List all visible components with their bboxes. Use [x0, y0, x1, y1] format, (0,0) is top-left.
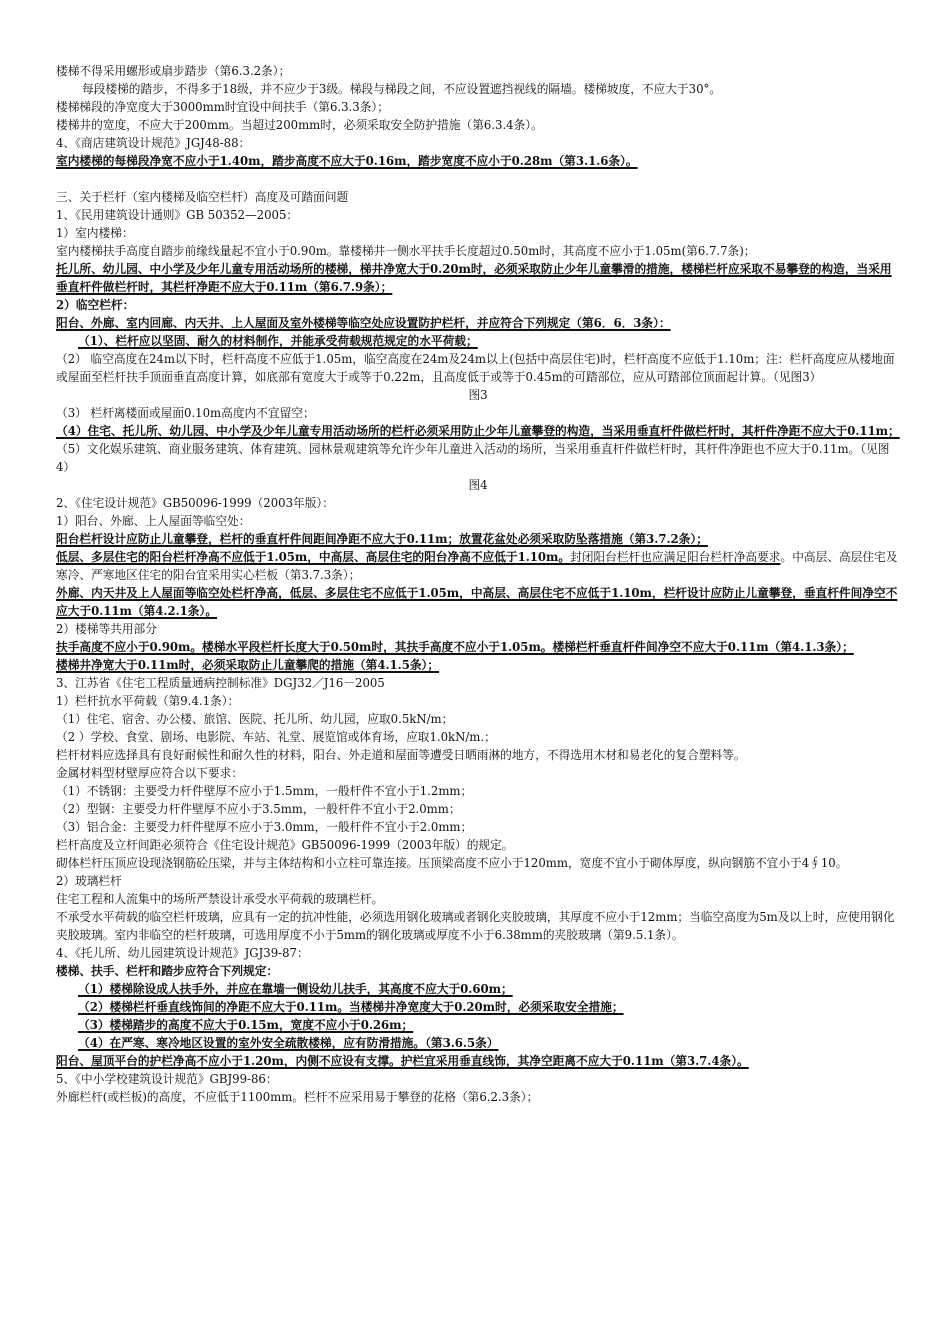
section-heading: 3、江苏省《住宅工程质量通病控制标准》DGJ32／J16－2005 — [56, 676, 385, 690]
section-heading: 三、关于栏杆（室内楼梯及临空栏杆）高度及可踏面问题 — [56, 190, 349, 204]
subsection-heading: 2）楼梯等共用部分 — [56, 622, 157, 636]
document-page — [56, 62, 900, 1106]
emphasized-rule: 室内楼梯的每梯段净宽不应小于1.40m，踏步高度不应大于0.16m，踏步宽度不应小于0.28m（第3.1.6条）。 — [56, 154, 638, 168]
emphasized-rule: 阳台、外廊、室内回廊、内天井、上人屋面及室外楼梯等临空处应设置防护栏杆，并应符合下列规定（第6．6．3条）： — [56, 316, 671, 330]
figure-caption: 图4 — [468, 478, 488, 492]
emphasized-rule: 阳台、屋顶平台的护栏净高不应小于1.20m，内侧不应设有支撑。护栏宜采用垂直线饰，其净空距离不应大于0.11m（第3.7.4条）。 — [56, 1054, 749, 1068]
text-line: 楼梯梯段的净宽度大于3000mm时宜设中间扶手（第6.3.3条）； — [56, 100, 389, 114]
rule-tail: 。中高层、高层住宅及寒冷、严寒地区住宅的阳台宜采用实心栏板（第3.7.3条）； — [56, 550, 898, 582]
text-line: 室内楼梯扶手高度自踏步前缘线量起不宜小于0.90m。靠楼梯井一侧水平扶手长度超过0.50m时，其高度不应小于1.05m(第6.7.7条)； — [56, 244, 756, 258]
text-line: 每段楼梯的踏步，不得多于18级，并不应少于3级。梯段与梯段之间，不应设置遮挡视线的隔墙。楼梯坡度，不应大于30°。 — [82, 82, 722, 96]
subsection-heading: 2）玻璃栏杆 — [56, 874, 122, 888]
emphasized-rule: （4）住宅、托儿所、幼儿园、中小学及少年儿童专用活动场所的栏杆必须采用防止少年儿童攀登的构造，当采用垂直杆件做栏杆时，其杆件净距不应大于0.11m； — [56, 424, 900, 438]
text-line: （5）文化娱乐建筑、商业服务建筑、体育建筑、园林景观建筑等允许少年儿童进入活动的场所，当采用垂直杆件做栏杆时，其杆件净距也不应大于0.11m。（见图4） — [56, 442, 890, 474]
text-line: （3） 栏杆离楼面或屋面0.10m高度内不宜留空； — [56, 406, 315, 420]
text-line: 砌体栏杆压顶应设现浇钢筋砼压梁，并与主体结构和小立柱可靠连接。压顶梁高度不应小于120mm，宽度不宜小于砌体厚度，纵向钢筋不宜小于4∮10。 — [56, 856, 848, 870]
emphasized-rule: （3）楼梯踏步的高度不应大于0.15m，宽度不应小于0.26m； — [78, 1018, 414, 1032]
section-heading: 1、《民用建筑设计通则》GB 50352—2005： — [56, 208, 299, 222]
emphasized-rule: 阳台栏杆设计应防止儿童攀登，栏杆的垂直杆件间距间净距不应大于0.11m；放置花盆处必须采取防坠落措施（第3.7.2条）； — [56, 532, 708, 546]
subsection-heading: 1）阳台、外廊、上人屋面等临空处： — [56, 514, 251, 528]
subsection-heading: 楼梯、扶手、栏杆和踏步应符合下列规定： — [56, 964, 279, 978]
subsection-heading: 1）室内楼梯： — [56, 226, 134, 240]
emphasized-rule: 楼梯井净宽大于0.11m时，必须采取防止儿童攀爬的措施（第4.1.5条）； — [56, 658, 440, 672]
subsection-heading: 2）临空栏杆： — [56, 298, 135, 312]
section-heading: 5、《中小学校建筑设计规范》GBJ99-86： — [56, 1072, 278, 1086]
section-heading: 4、《商店建筑设计规范》JGJ48-88： — [56, 136, 251, 150]
text-line: （3）铝合金：主要受力杆件壁厚不应小于3.0mm，一般杆件不宜小于2.0mm； — [56, 820, 473, 834]
emphasized-rule: 扶手高度不应小于0.90m。楼梯水平段栏杆长度大于0.50m时，其扶手高度不应小于1.05m。楼梯栏杆垂直杆件间净空不应大于0.11m（第4.1.3条）； — [56, 640, 854, 654]
text-line: 栏杆高度及立杆间距必须符合《住宅设计规范》GB50096-1999（2003年版）的规定。 — [56, 838, 514, 852]
mixed-rule-line — [56, 548, 900, 584]
text-line: （1）住宅、宿舍、办公楼、旅馆、医院、托儿所、幼儿园，应取0.5kN/m； — [56, 712, 454, 726]
text-line: 外廊栏杆(或栏板)的高度，不应低于1100mm。栏杆不应采用易于攀登的花格（第6.2.3条）； — [56, 1090, 539, 1104]
text-line: 住宅工程和人流集中的场所严禁设计承受水平荷载的玻璃栏杆。 — [56, 892, 384, 906]
text-line: 楼梯井的宽度，不应大于200mm。当超过200mm时，必须采取安全防护措施（第6.3.4条）。 — [56, 118, 543, 132]
emphasized-rule: 外廊、内天井及上人屋面等临空处栏杆净高，低层、多层住宅不应低于1.05m，中高层、高层住宅不应低于1.10m，栏杆设计应防止儿童攀登，垂直杆件间净空不应大于0.11m（第4.2.1条）。 — [56, 586, 898, 618]
emphasized-rule: （1）、栏杆应以坚固、耐久的材料制作，并能承受荷载规范规定的水平荷载； — [78, 334, 478, 348]
subsection-heading: 1）栏杆抗水平荷载（第9.4.1条）： — [56, 694, 240, 708]
text-line: （2） 临空高度在24m以下时，栏杆高度不应低于1.05m，临空高度在24m及24m以上(包括中高层住宅)时，栏杆高度不应低于1.10m；注：栏杆高度应从楼地面或屋面至栏杆扶手顶面垂直高度计算，如底部有宽度大于或等于0.22m，且高度低于或等于0.45m的可踏部位，应从可踏部位顶面起计算。（见图3） — [56, 352, 895, 384]
emphasized-rule: （1）楼梯除设成人扶手外，并应在靠墙一侧设幼儿扶手，其高度不应大于0.60m； — [78, 982, 513, 996]
emphasized-rule: （4）在严寒、寒冷地区设置的室外安全疏散楼梯，应有防滑措施。（第3.6.5条） — [78, 1036, 499, 1050]
emphasized-rule: （2）楼梯栏杆垂直线饰间的净距不应大于0.11m。当楼梯井净宽度大于0.20m时，必须采取安全措施； — [78, 1000, 624, 1014]
text-line: 栏杆材料应选择具有良好耐候性和耐久性的材料，阳台、外走道和屋面等遭受日晒雨淋的地方，不得选用木材和易老化的复合塑料等。 — [56, 748, 746, 762]
figure-caption: 图3 — [468, 388, 488, 402]
text-line: （2 ）学校、食堂、剧场、电影院、车站、礼堂、展览馆或体育场，应取1.0kN/m.； — [56, 730, 496, 744]
underlined-rule-part: 封闭阳台栏杆也应满足阳台栏杆净高要求 — [570, 550, 781, 564]
emphasized-rule-part: 低层、多层住宅的阳台栏杆净高不应低于1.05m，中高层、高层住宅的阳台净高不应低于1.10m。 — [56, 550, 571, 564]
section-heading: 2、《住宅设计规范》GB50096-1999（2003年版）： — [56, 496, 334, 510]
text-line: 不承受水平荷载的临空栏杆玻璃，应具有一定的抗冲性能，必须选用钢化玻璃或者钢化夹胶玻璃，其厚度不应小于12mm；当临空高度为5m及以上时，应使用钢化夹胶玻璃。室内非临空的栏杆玻璃，可选用厚度不小于5mm的钢化玻璃或厚度不小于6.38mm的夹胶玻璃（第9.5.1条）。 — [56, 910, 895, 942]
text-line: （1）不锈钢：主要受力杆件壁厚不应小于1.5mm，一般杆件不宜小于1.2mm； — [56, 784, 473, 798]
section-heading: 4、《托儿所、幼儿园建筑设计规范》JGJ39-87： — [56, 946, 309, 960]
emphasized-rule: 托儿所、幼儿园、中小学及少年儿童专用活动场所的楼梯，梯井净宽大于0.20m时，必须采取防止少年儿童攀滑的措施，楼梯栏杆应采取不易攀登的构造，当采用垂直杆件做栏杆时，其栏杆净距不应大于0.11m（第6.7.9条）； — [56, 262, 892, 294]
text-line: 金属材料型材壁厚应符合以下要求： — [56, 766, 244, 780]
text-line: （2）型钢：主要受力杆件壁厚不应小于3.5mm，一般杆件不宜小于2.0mm； — [56, 802, 461, 816]
spacer — [56, 170, 900, 188]
text-line: 楼梯不得采用螺形或扇步踏步（第6.3.2条）； — [56, 64, 291, 78]
